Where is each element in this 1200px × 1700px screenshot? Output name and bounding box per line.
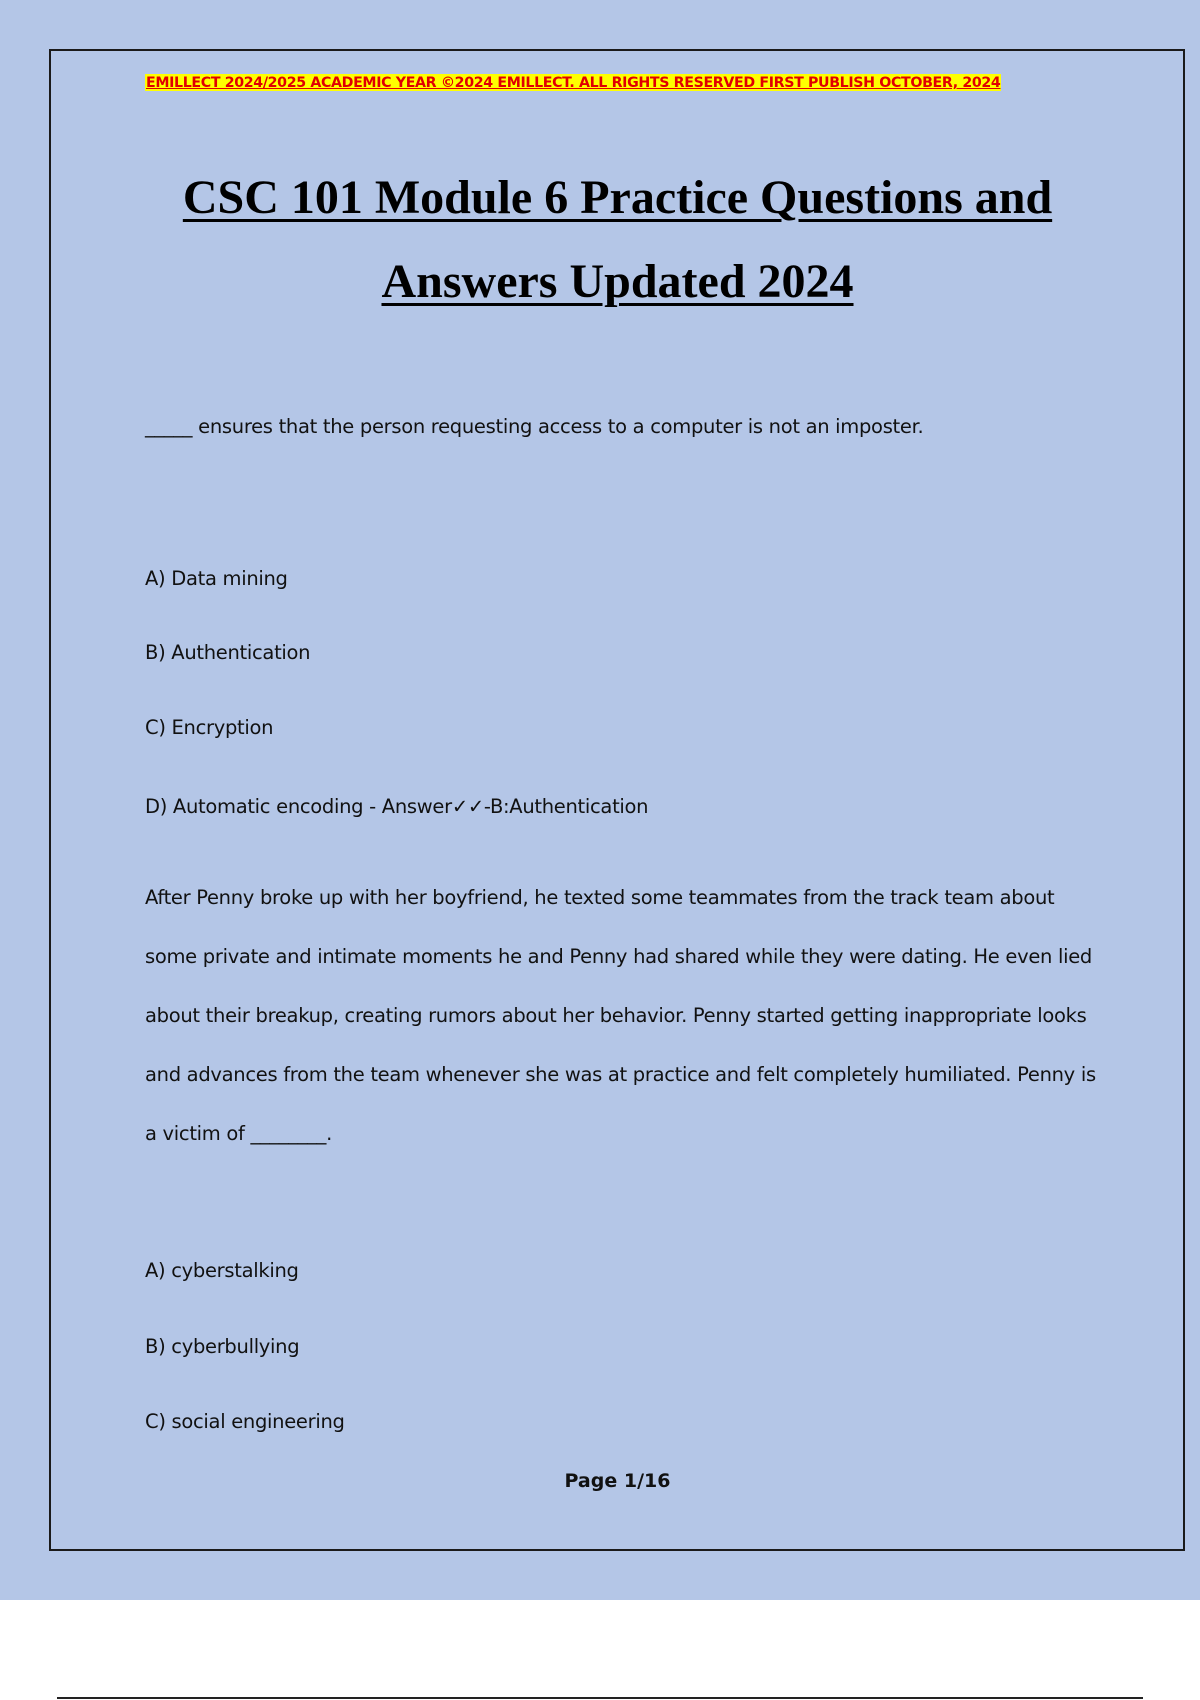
question-1-option-d-answer: D) Automatic encoding - Answer✓✓-B:Authentication: [145, 795, 649, 818]
document-title-line-1: CSC 101 Module 6 Practice Questions and: [182, 171, 1053, 224]
copyright-banner: EMILLECT 2024/2025 ACADEMIC YEAR ©2024 EMILLECT. ALL RIGHTS RESERVED FIRST PUBLISH OCTOBER, 2024: [146, 75, 1001, 91]
question-2-text: After Penny broke up with her boyfriend, he texted some teammates from the track team about some private and intimate moments he and Penny had shared while they were dating. He even lied about their breakup, creating rumors about her behavior. Penny started getting inappropriate looks and advances from the team whenever she was at practice and felt completely humiliated. Penny is a victim of ________.: [145, 886, 1096, 1145]
question-1-option-b: B) Authentication: [145, 641, 311, 664]
question-2-option-c: C) social engineering: [145, 1410, 345, 1433]
question-1-text: _____ ensures that the person requesting access to a computer is not an imposter.: [145, 415, 924, 438]
next-page-top-rule: [57, 1697, 1143, 1699]
question-2-option-b: B) cyberbullying: [145, 1335, 300, 1358]
question-1-option-a: A) Data mining: [145, 567, 288, 590]
question-2-option-a: A) cyberstalking: [145, 1259, 299, 1282]
page-number: Page 1/16: [564, 1470, 671, 1492]
document-title-line-2: Answers Updated 2024: [381, 255, 854, 308]
question-1-option-c: C) Encryption: [145, 716, 274, 739]
